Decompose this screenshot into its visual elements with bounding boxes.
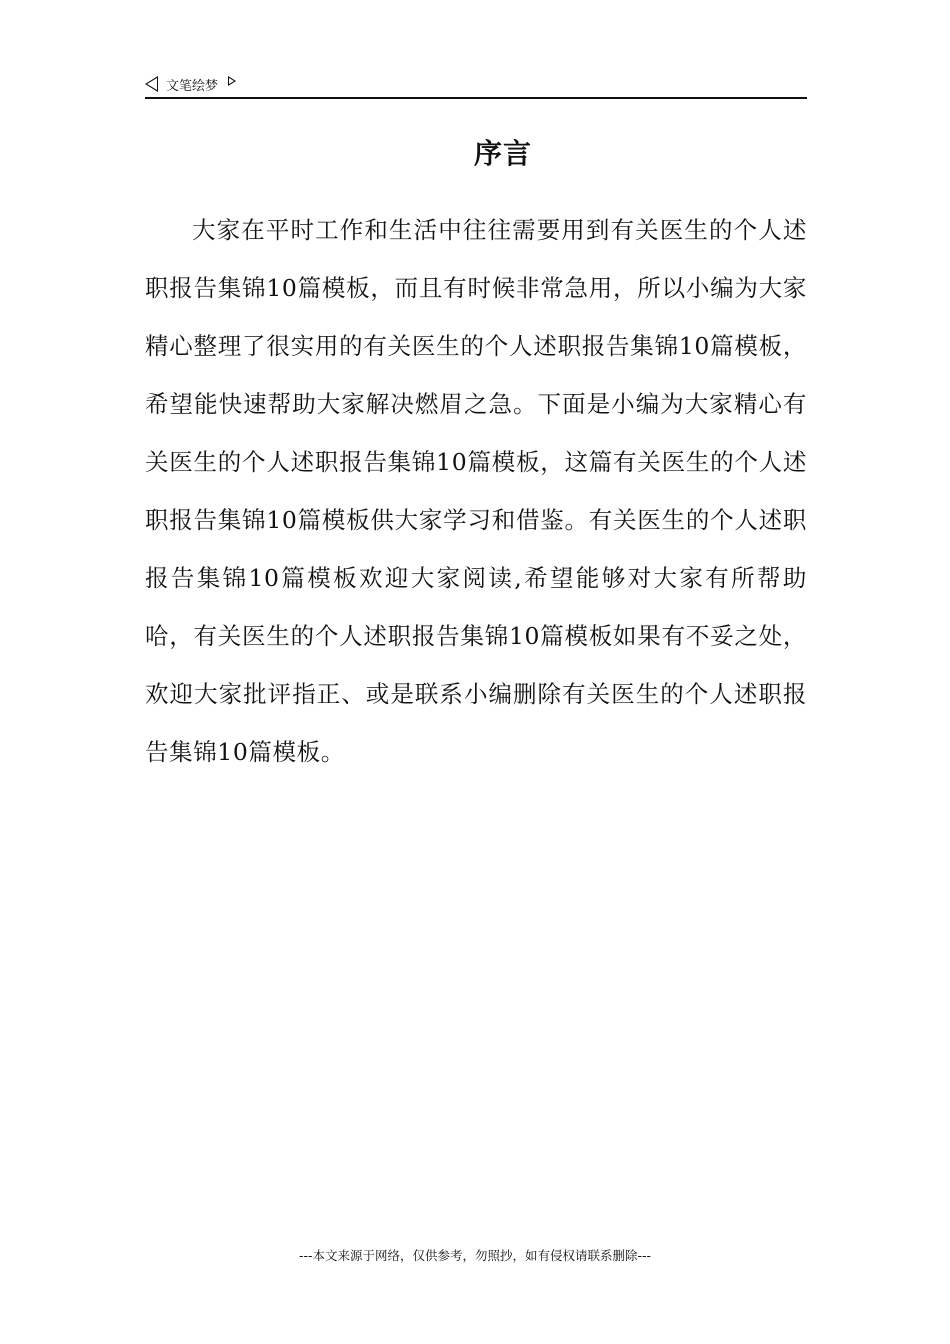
- triangle-left-icon: [145, 76, 158, 92]
- header-brand: 文笔绘梦: [166, 78, 219, 94]
- triangle-right-icon: [228, 76, 236, 86]
- page-header: [145, 72, 807, 96]
- document-paragraph: 大家在平时工作和生活中往往需要用到有关医生的个人述职报告集锦10篇模板，而且有时候非常急用，所以小编为大家精心整理了很实用的有关医生的个人述职报告集锦10篇模板，希望能快速帮助大家解决燃眉之急。下面是小编为大家精心有关医生的个人述职报告集锦10篇模板，这篇有关医生的个人述职报告集锦10篇模板供大家学习和借鉴。有关医生的个人述职报告集锦10篇模板欢迎大家阅读,希望能够对大家有所帮助哈，有关医生的个人述职报告集锦10篇模板如果有不妥之处，欢迎大家批评指正、或是联系小编删除有关医生的个人述职报告集锦10篇模板。: [145, 216, 807, 766]
- footer-disclaimer: ---本文来源于网络，仅供参考，勿照抄，如有侵权请联系删除---: [298, 1248, 652, 1263]
- document-title: 序言: [473, 137, 532, 170]
- header-divider: [145, 97, 807, 99]
